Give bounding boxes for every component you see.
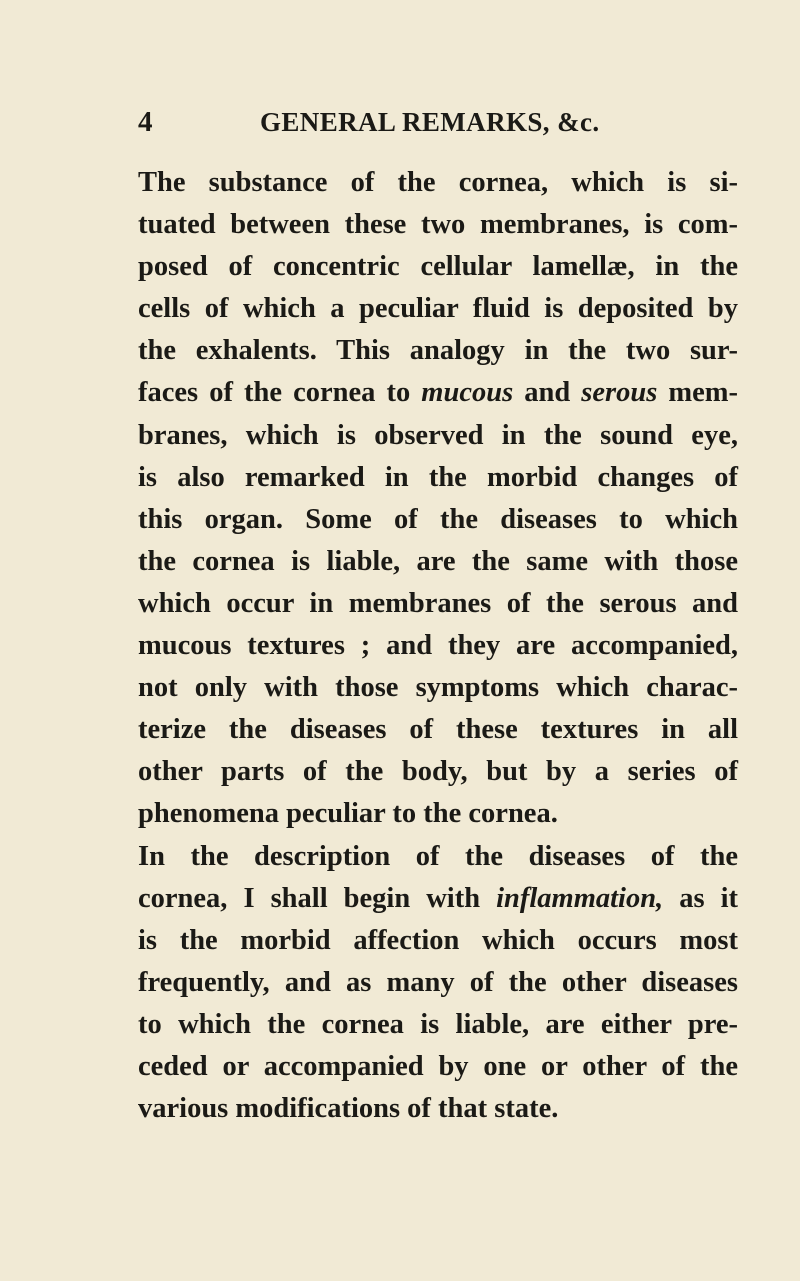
text-line-1: The substance of the cornea, which is si- xyxy=(138,167,738,198)
text-run: and xyxy=(513,377,582,409)
text-line-2: tuated between these two membranes, is com- xyxy=(138,209,738,241)
text-line-20: frequently, and as many of the other diseases xyxy=(138,966,738,998)
text-run: faces of the cornea to xyxy=(138,377,422,409)
text-line-22: ceded or accompanied by one or other of the xyxy=(138,1050,738,1082)
text-line-21: to which the cornea is liable, are either pre- xyxy=(138,1008,738,1040)
text-line-12: mucous textures ; and they are accompanied, xyxy=(138,630,738,662)
text-line-14: terize the diseases of these textures in all xyxy=(138,714,738,746)
text-line-19: is the morbid affection which occurs most xyxy=(138,924,738,956)
text-line-7: branes, which is observed in the sound eye, xyxy=(138,419,738,451)
body-text xyxy=(138,162,738,1130)
running-title: GENERAL REMARKS, &c. xyxy=(260,107,600,137)
italic-term-inflammation: inflammation, xyxy=(496,882,664,914)
text-line-11: which occur in membranes of the serous and xyxy=(138,587,738,619)
italic-term-mucous: mucous xyxy=(421,377,514,409)
text-line-3: posed of concentric cellular lamellæ, in the xyxy=(138,251,738,283)
text-line-23: various modifications of that state. xyxy=(138,1093,559,1125)
text-line-18 xyxy=(138,878,738,920)
text-line-17: In the description of the diseases of the xyxy=(138,840,738,872)
text-line-4: cells of which a peculiar fluid is deposited by xyxy=(138,293,738,325)
text-line-16: phenomena peculiar to the cornea. xyxy=(138,798,558,830)
text-run: cornea, I shall begin with xyxy=(138,882,497,914)
running-head xyxy=(138,102,748,142)
text-line-9: this organ. Some of the diseases to which xyxy=(138,503,738,535)
text-line-15: other parts of the body, but by a series of xyxy=(138,756,738,788)
page-number: 4 xyxy=(138,106,153,138)
text-line-8: is also remarked in the morbid changes of xyxy=(138,461,738,493)
text-line-13: not only with those symptoms which charac- xyxy=(138,672,738,704)
text-run: mem- xyxy=(657,377,739,409)
text-run: as it xyxy=(663,882,738,914)
text-line-5: the exhalents. This analogy in the two sur- xyxy=(138,335,738,367)
text-line-6 xyxy=(138,372,738,414)
text-line-10: the cornea is liable, are the same with those xyxy=(138,545,738,577)
italic-term-serous: serous xyxy=(581,377,658,409)
